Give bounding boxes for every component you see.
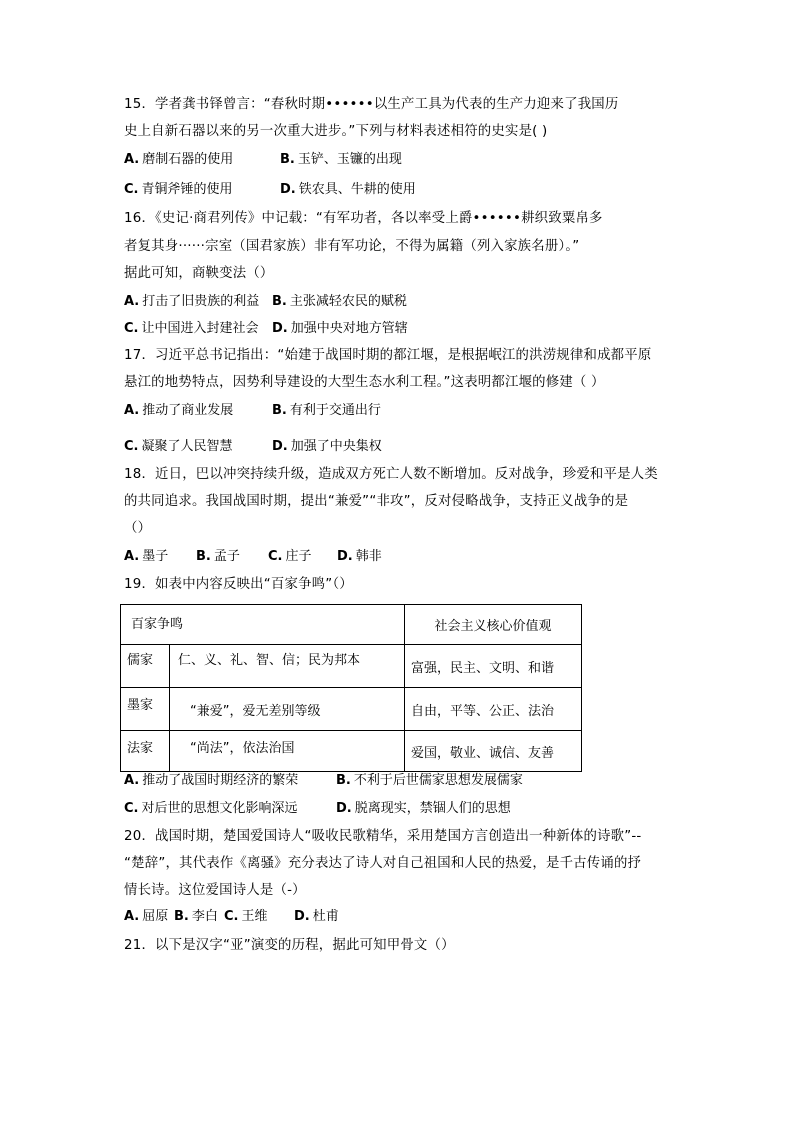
- q18-option-a: A. 墨子: [124, 549, 169, 564]
- q16-stem-line3: 据此可知，商鞅变法（）: [124, 266, 274, 281]
- q20-stem-line2: “楚辞”，其代表作《离骚》充分表达了诗人对自己祖国和人民的热爱，是千古传诵的抒: [124, 856, 642, 871]
- table-cell-school: 儒家: [121, 645, 170, 688]
- table-cell-school: 法家: [121, 731, 170, 772]
- q19-option-d: D. 脱离现实，禁锢人们的思想: [336, 801, 511, 816]
- table-row: [121, 688, 582, 731]
- table-cell-value: 爱国，敬业、诚信、友善: [405, 731, 582, 772]
- table-cell-value: 自由，平等、公正、法治: [405, 688, 582, 731]
- table-row: [121, 645, 582, 688]
- q16-stem-line2: 者复其身······宗室（国君家族）非有军功论，不得为属籍（列入家族名册）。”: [124, 239, 580, 254]
- q15-option-d: D. 铁农具、牛耕的使用: [280, 182, 416, 197]
- q20-option-b: B. 李白: [174, 909, 218, 924]
- table-row: [121, 731, 582, 772]
- q16-option-a: A. 打击了旧贵族的利益: [124, 294, 260, 309]
- table-header-row: [121, 605, 582, 645]
- q20-option-a: A. 屈原: [124, 909, 169, 924]
- q19-option-b: B. 不利于后世儒家思想发展儒家: [336, 773, 523, 788]
- comparison-table: [120, 604, 582, 772]
- q20-option-c: C. 王维: [224, 909, 268, 924]
- table-cell-value: 富强，民主、文明、和谐: [405, 645, 582, 688]
- q16-option-d: D. 加强中央对地方管辖: [272, 321, 408, 336]
- q16-stem-line1: 16．《史记·商君列传》中记载：“有军功者，各以率受上爵••••••耕织致粟帛多: [124, 211, 603, 226]
- q20-option-d: D. 杜甫: [294, 909, 339, 924]
- q16-option-b: B. 主张减轻农民的赋税: [272, 294, 407, 309]
- table-cell-idea: “兼爱”，爱无差别等级: [170, 688, 405, 731]
- table-cell-idea: “尚法”，依法治国: [170, 731, 405, 772]
- q15-stem-line1: 15．学者龚书铎曾言：“春秋时期••••••以生产工具为代表的生产力迎来了我国历: [124, 97, 619, 112]
- table-cell-school: 墨家: [121, 688, 170, 731]
- q18-stem-line2: 的共同追求。我国战国时期，提出“兼爱”“非攻”，反对侵略战争，支持正义战争的是: [124, 494, 629, 509]
- q17-option-b: B. 有利于交通出行: [272, 403, 381, 418]
- q16-option-c: C. 让中国进入封建社会: [124, 321, 259, 336]
- q18-option-d: D. 韩非: [337, 549, 382, 564]
- q17-option-c: C. 凝聚了人民智慧: [124, 439, 233, 454]
- q20-stem-line1: 20．战国时期，楚国爱国诗人“吸收民歌精华，采用楚国方言创造出一种新体的诗歌”--: [124, 829, 642, 844]
- q20-stem-line3: 情长诗。这位爱国诗人是（-）: [124, 883, 306, 898]
- q18-stem-line3: （）: [124, 521, 152, 536]
- q15-option-c: C. 青铜斧锤的使用: [124, 182, 233, 197]
- q17-stem-line1: 17．习近平总书记指出：“始建于战国时期的都江堰，是根据岷江的洪涝规律和成都平原: [124, 348, 652, 363]
- q18-stem-line1: 18．近日，巴以冲突持续升级，造成双方死亡人数不断增加。反对战争，珍爱和平是人类: [124, 467, 658, 482]
- q15-option-a: A. 磨制石器的使用: [124, 152, 234, 167]
- q15-option-b: B. 玉铲、玉镰的出现: [280, 152, 402, 167]
- q17-option-a: A. 推动了商业发展: [124, 403, 234, 418]
- q21-stem-line1: 21．以下是汉字“亚”演变的历程，据此可知甲骨文（）: [124, 938, 455, 953]
- q15-stem-line2: 史上自新石器以来的另一次重大进步。”下列与材料表述相符的史实是( ): [124, 124, 548, 139]
- table-header-right: 社会主义核心价值观: [405, 605, 582, 645]
- q19-option-a: A. 推动了战国时期经济的繁荣: [124, 773, 299, 788]
- q18-option-c: C. 庄子: [268, 549, 312, 564]
- q19-option-c: C. 对后世的思想文化影响深远: [124, 801, 298, 816]
- q17-option-d: D. 加强了中央集权: [272, 439, 382, 454]
- table-cell-idea: 仁、义、礼、智、信；民为邦本: [170, 645, 405, 688]
- q17-stem-line2: 悬江的地势特点，因势利导建设的大型生态水利工程。”这表明都江堰的修建（ ）: [124, 375, 605, 390]
- q18-option-b: B. 孟子: [196, 549, 240, 564]
- q19-stem-line1: 19．如表中内容反映出“百家争鸣”（）: [124, 577, 353, 592]
- table-header-left: 百家争鸣: [121, 605, 405, 645]
